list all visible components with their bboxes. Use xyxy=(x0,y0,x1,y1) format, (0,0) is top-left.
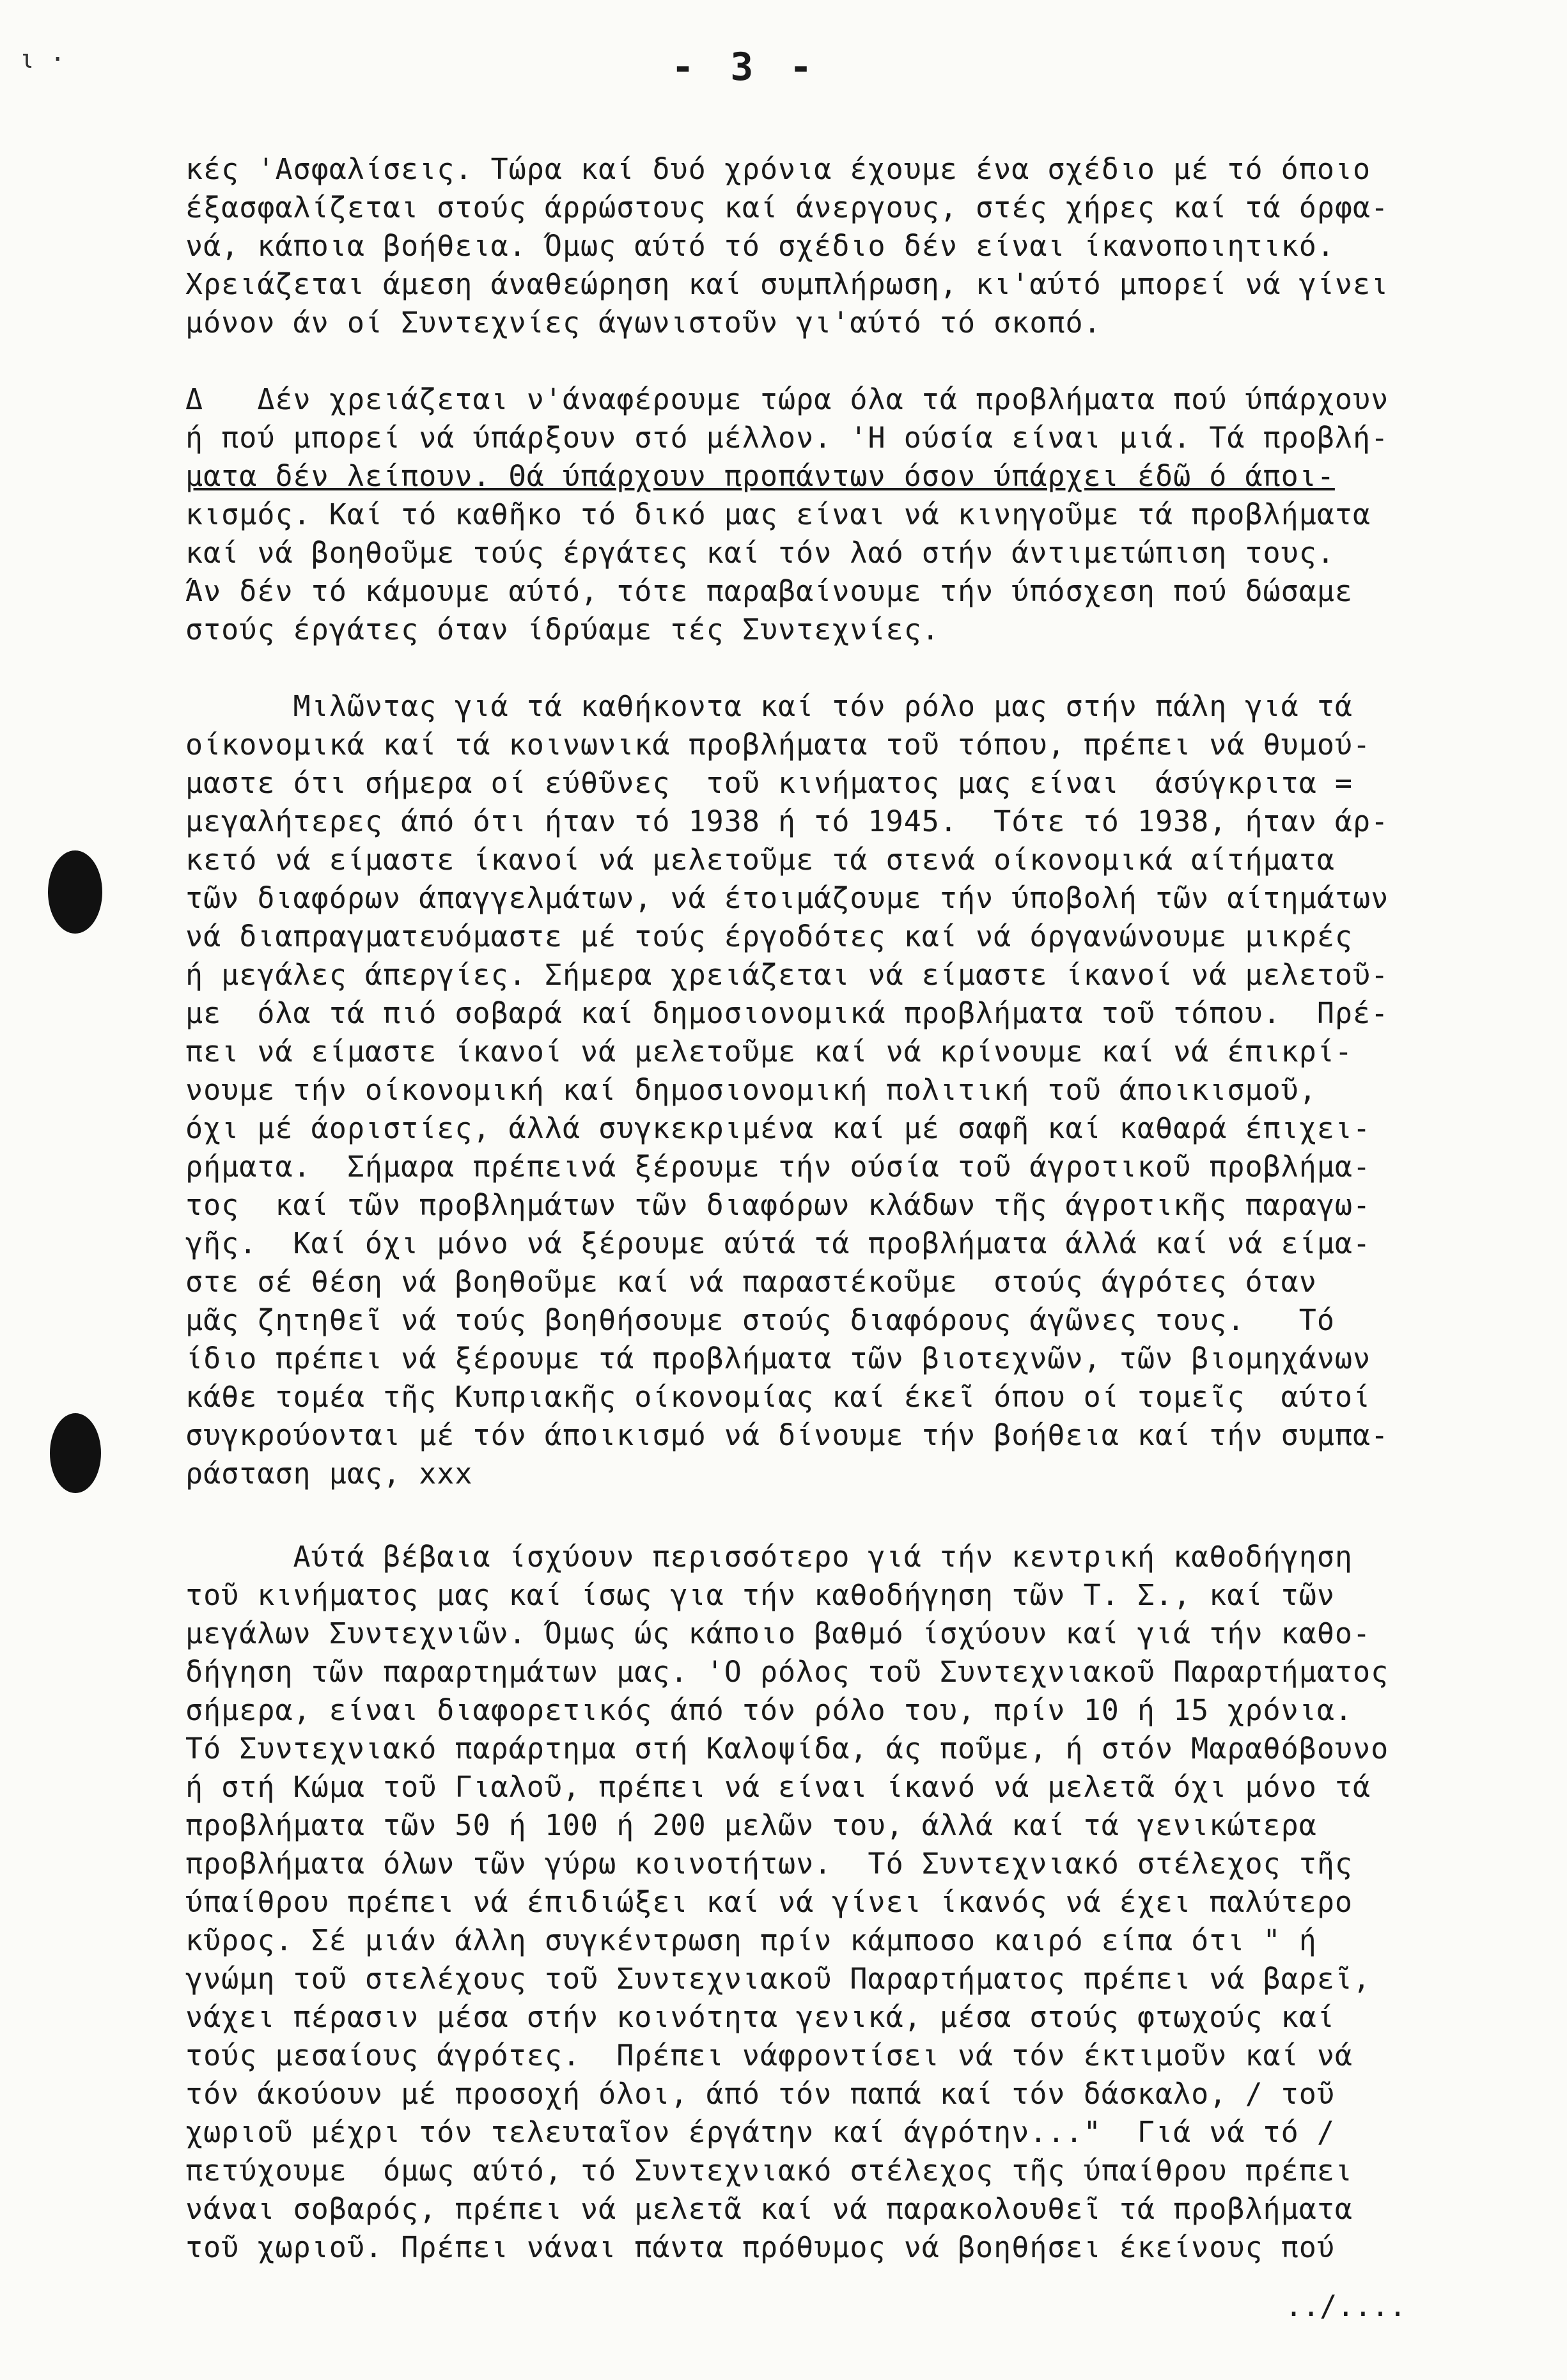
text-line: κετό νά είμαστε ίκανοί νά μελετοῦμε τά στενά οίκονομικά αίτήματα xyxy=(185,843,1335,877)
text-line: ύπαίθρου πρέπει νά έπιδιώξει καί νά γίνει ίκανός νά έχει παλύτερο xyxy=(185,1885,1353,1919)
text-line: ράσταση μας, xxx xyxy=(185,1457,473,1491)
punch-hole xyxy=(50,1413,101,1493)
paragraph-4 xyxy=(185,1538,1483,2267)
text-line: οίκονομικά καί τά κοινωνικά προβλήματα τοῦ τόπου, πρέπει νά θυμού- xyxy=(185,728,1371,762)
text-line: κάθε τομέα τῆς Κυπριακῆς οίκονομίας καί έκεῖ όπου οί τομεῖς αύτοί xyxy=(185,1380,1371,1414)
underlined-line: ματα δέν λείπουν. Θά ύπάρχουν προπάντων όσον ύπάρχει έδῶ ό άποι- xyxy=(185,459,1335,493)
continuation-mark: ../.... xyxy=(1285,2289,1407,2323)
text-line: πει νά είμαστε ίκανοί νά μελετοῦμε καί νά κρίνουμε καί νά έπικρί- xyxy=(185,1035,1353,1069)
text-line: μᾶς ζητηθεῖ νά τούς βοηθήσουμε στούς διαφόρους άγῶνες τους. Τό xyxy=(185,1303,1335,1337)
text-line: τοῦ χωριοῦ. Πρέπει νάναι πάντα πρόθυμος νά βοηθήσει έκείνους πού xyxy=(185,2230,1335,2264)
text-line: μεγάλων Συντεχνιῶν. Όμως ώς κάποιο βαθμό ίσχύουν καί γιά τήν καθο- xyxy=(185,1617,1371,1650)
text-line: Μιλῶντας γιά τά καθήκοντα καί τόν ρόλο μας στήν πάλη γιά τά xyxy=(185,689,1353,723)
text-line: γνώμη τοῦ στελέχους τοῦ Συντεχνιακοῦ Παραρτήματος πρέπει νά βαρεῖ, xyxy=(185,1962,1371,1996)
text-line: νάναι σοβαρός, πρέπει νά μελετᾶ καί νά παρακολουθεῖ τά προβλήματα xyxy=(185,2192,1353,2226)
text-line: νουμε τήν οίκονομική καί δημοσιονομική πολιτική τοῦ άποικισμοῦ, xyxy=(185,1073,1317,1107)
text-line: όχι μέ άοριστίες, άλλά συγκεκριμένα καί μέ σαφῆ καί καθαρά έπιχει- xyxy=(185,1111,1371,1145)
page-number: - 3 - xyxy=(671,45,819,90)
text-line: τος καί τῶν προβλημάτων τῶν διαφόρων κλάδων τῆς άγροτικῆς παραγω- xyxy=(185,1188,1371,1222)
text-line: στούς έργάτες όταν ίδρύαμε τές Συντεχνίες. xyxy=(185,613,940,646)
text-line: σήμερα, είναι διαφορετικός άπό τόν ρόλο του, πρίν 10 ή 15 χρόνια. xyxy=(185,1693,1353,1727)
text-line: νά διαπραγματευόμαστε μέ τούς έργοδότες καί νά όργανώνουμε μικρές xyxy=(185,920,1353,953)
text-line: Άν δέν τό κάμουμε αύτό, τότε παραβαίνουμε τήν ύπόσχεση πού δώσαμε xyxy=(185,574,1353,608)
text-line: Αύτά βέβαια ίσχύουν περισσότερο γιά τήν κεντρική καθοδήγηση xyxy=(185,1540,1353,1574)
text-line: ή μεγάλες άπεργίες. Σήμερα χρειάζεται νά είμαστε ίκανοί νά μελετοῦ- xyxy=(185,958,1389,992)
text-line: κῦρος. Σέ μιάν άλλη συγκέντρωση πρίν κάμποσο καιρό είπα ότι " ή xyxy=(185,1923,1317,1957)
text-line: προβλήματα όλων τῶν γύρω κοινοτήτων. Τό Συντεχνιακό στέλεχος τῆς xyxy=(185,1847,1353,1881)
text-line: νά, κάποια βοήθεια. Όμως αύτό τό σχέδιο δέν είναι ίκανοποιητικό. xyxy=(185,229,1335,263)
text-line: πετύχουμε όμως αύτό, τό Συντεχνιακό στέλεχος τῆς ύπαίθρου πρέπει xyxy=(185,2154,1353,2188)
text-line: κές 'Ασφαλίσεις. Τώρα καί δυό χρόνια έχουμε ένα σχέδιο μέ τό όποιο xyxy=(185,152,1371,186)
text-line: καί νά βοηθοῦμε τούς έργάτες καί τόν λαό στήν άντιμετώπιση τους. xyxy=(185,536,1335,570)
paragraph-2 xyxy=(185,380,1483,649)
text-line: δήγηση τῶν παραρτημάτων μας. 'Ο ρόλος τοῦ Συντεχνιακοῦ Παραρτήματος xyxy=(185,1655,1389,1689)
text-line: προβλήματα τῶν 50 ή 100 ή 200 μελῶν του, άλλά καί τά γενικώτερα xyxy=(185,1808,1317,1842)
text-line: ή στή Κώμα τοῦ Γιαλοῦ, πρέπει νά είναι ίκανό νά μελετᾶ όχι μόνο τά xyxy=(185,1770,1371,1804)
text-line: στε σέ θέση νά βοηθοῦμε καί νά παραστέκοῦμε στούς άγρότες όταν xyxy=(185,1265,1317,1299)
text-line: μεγαλήτερες άπό ότι ήταν τό 1938 ή τό 1945. Τότε τό 1938, ήταν άρ- xyxy=(185,804,1389,838)
text-line: νάχει πέρασιν μέσα στήν κοινότητα γενικά, μέσα στούς φτωχούς καί xyxy=(185,2000,1335,2034)
text-line: ρήματα. Σήμαρα πρέπεινά ξέρουμε τήν ούσία τοῦ άγροτικοῦ προβλήμα- xyxy=(185,1150,1371,1184)
punch-hole xyxy=(48,850,102,934)
text-line: συγκρούονται μέ τόν άποικισμό νά δίνουμε τήν βοήθεια καί τήν συμπα- xyxy=(185,1418,1389,1452)
text-line: έξασφαλίζεται στούς άρρώστους καί άνεργους, στές χήρες καί τά όρφα- xyxy=(185,191,1389,224)
paragraph-3 xyxy=(185,687,1483,1493)
text-line: μόνον άν οί Συντεχνίες άγωνιστοῦν γι'αύτό τό σκοπό. xyxy=(185,306,1102,340)
text-line: Δ Δέν χρειάζεται ν'άναφέρουμε τώρα όλα τά προβλήματα πού ύπάρχουν xyxy=(185,382,1389,416)
text-line: Χρειάζεται άμεση άναθεώρηση καί συμπλήρωση, κι'αύτό μπορεί νά γίνει xyxy=(185,267,1389,301)
text-line: με όλα τά πιό σοβαρά καί δημοσιονομικά προβλήματα τοῦ τόπου. Πρέ- xyxy=(185,996,1389,1030)
text-line: γῆς. Καί όχι μόνο νά ξέρουμε αύτά τά προβλήματα άλλά καί νά είμα- xyxy=(185,1226,1371,1260)
text-line: τόν άκούουν μέ προσοχή όλοι, άπό τόν παπά καί τόν δάσκαλο, / τοῦ xyxy=(185,2077,1335,2111)
text-line: κισμός. Καί τό καθῆκο τό δικό μας είναι νά κινηγοῦμε τά προβλήματα xyxy=(185,497,1371,531)
text-line: τοῦ κινήματος μας καί ίσως για τήν καθοδήγηση τῶν Τ. Σ., καί τῶν xyxy=(185,1578,1335,1612)
text-line: Τό Συντεχνιακό παράρτημα στή Καλοψίδα, άς ποῦμε, ή στόν Μαραθόβουνο xyxy=(185,1732,1389,1765)
text-line: χωριοῦ μέχρι τόν τελευταῖον έργάτην καί άγρότην..." Γιά νά τό / xyxy=(185,2115,1335,2149)
text-line: μαστε ότι σήμερα οί εύθῦνες τοῦ κινήματος μας είναι άσύγκριτα = xyxy=(185,766,1353,800)
text-line: ή πού μπορεί νά ύπάρξουν στό μέλλον. 'Η ούσία είναι μιά. Τά προβλή- xyxy=(185,421,1389,455)
text-line: ίδιο πρέπει νά ξέρουμε τά προβλήματα τῶν βιοτεχνῶν, τῶν βιομηχάνων xyxy=(185,1342,1371,1375)
paragraph-1 xyxy=(185,150,1483,342)
text-line: τῶν διαφόρων άπαγγελμάτων, νά έτοιμάζουμε τήν ύποβολή τῶν αίτημάτων xyxy=(185,881,1389,915)
corner-marks: ι · xyxy=(19,45,66,74)
text-line: τούς μεσαίους άγρότες. Πρέπει νάφροντίσει νά τόν έκτιμοῦν καί νά xyxy=(185,2039,1353,2072)
